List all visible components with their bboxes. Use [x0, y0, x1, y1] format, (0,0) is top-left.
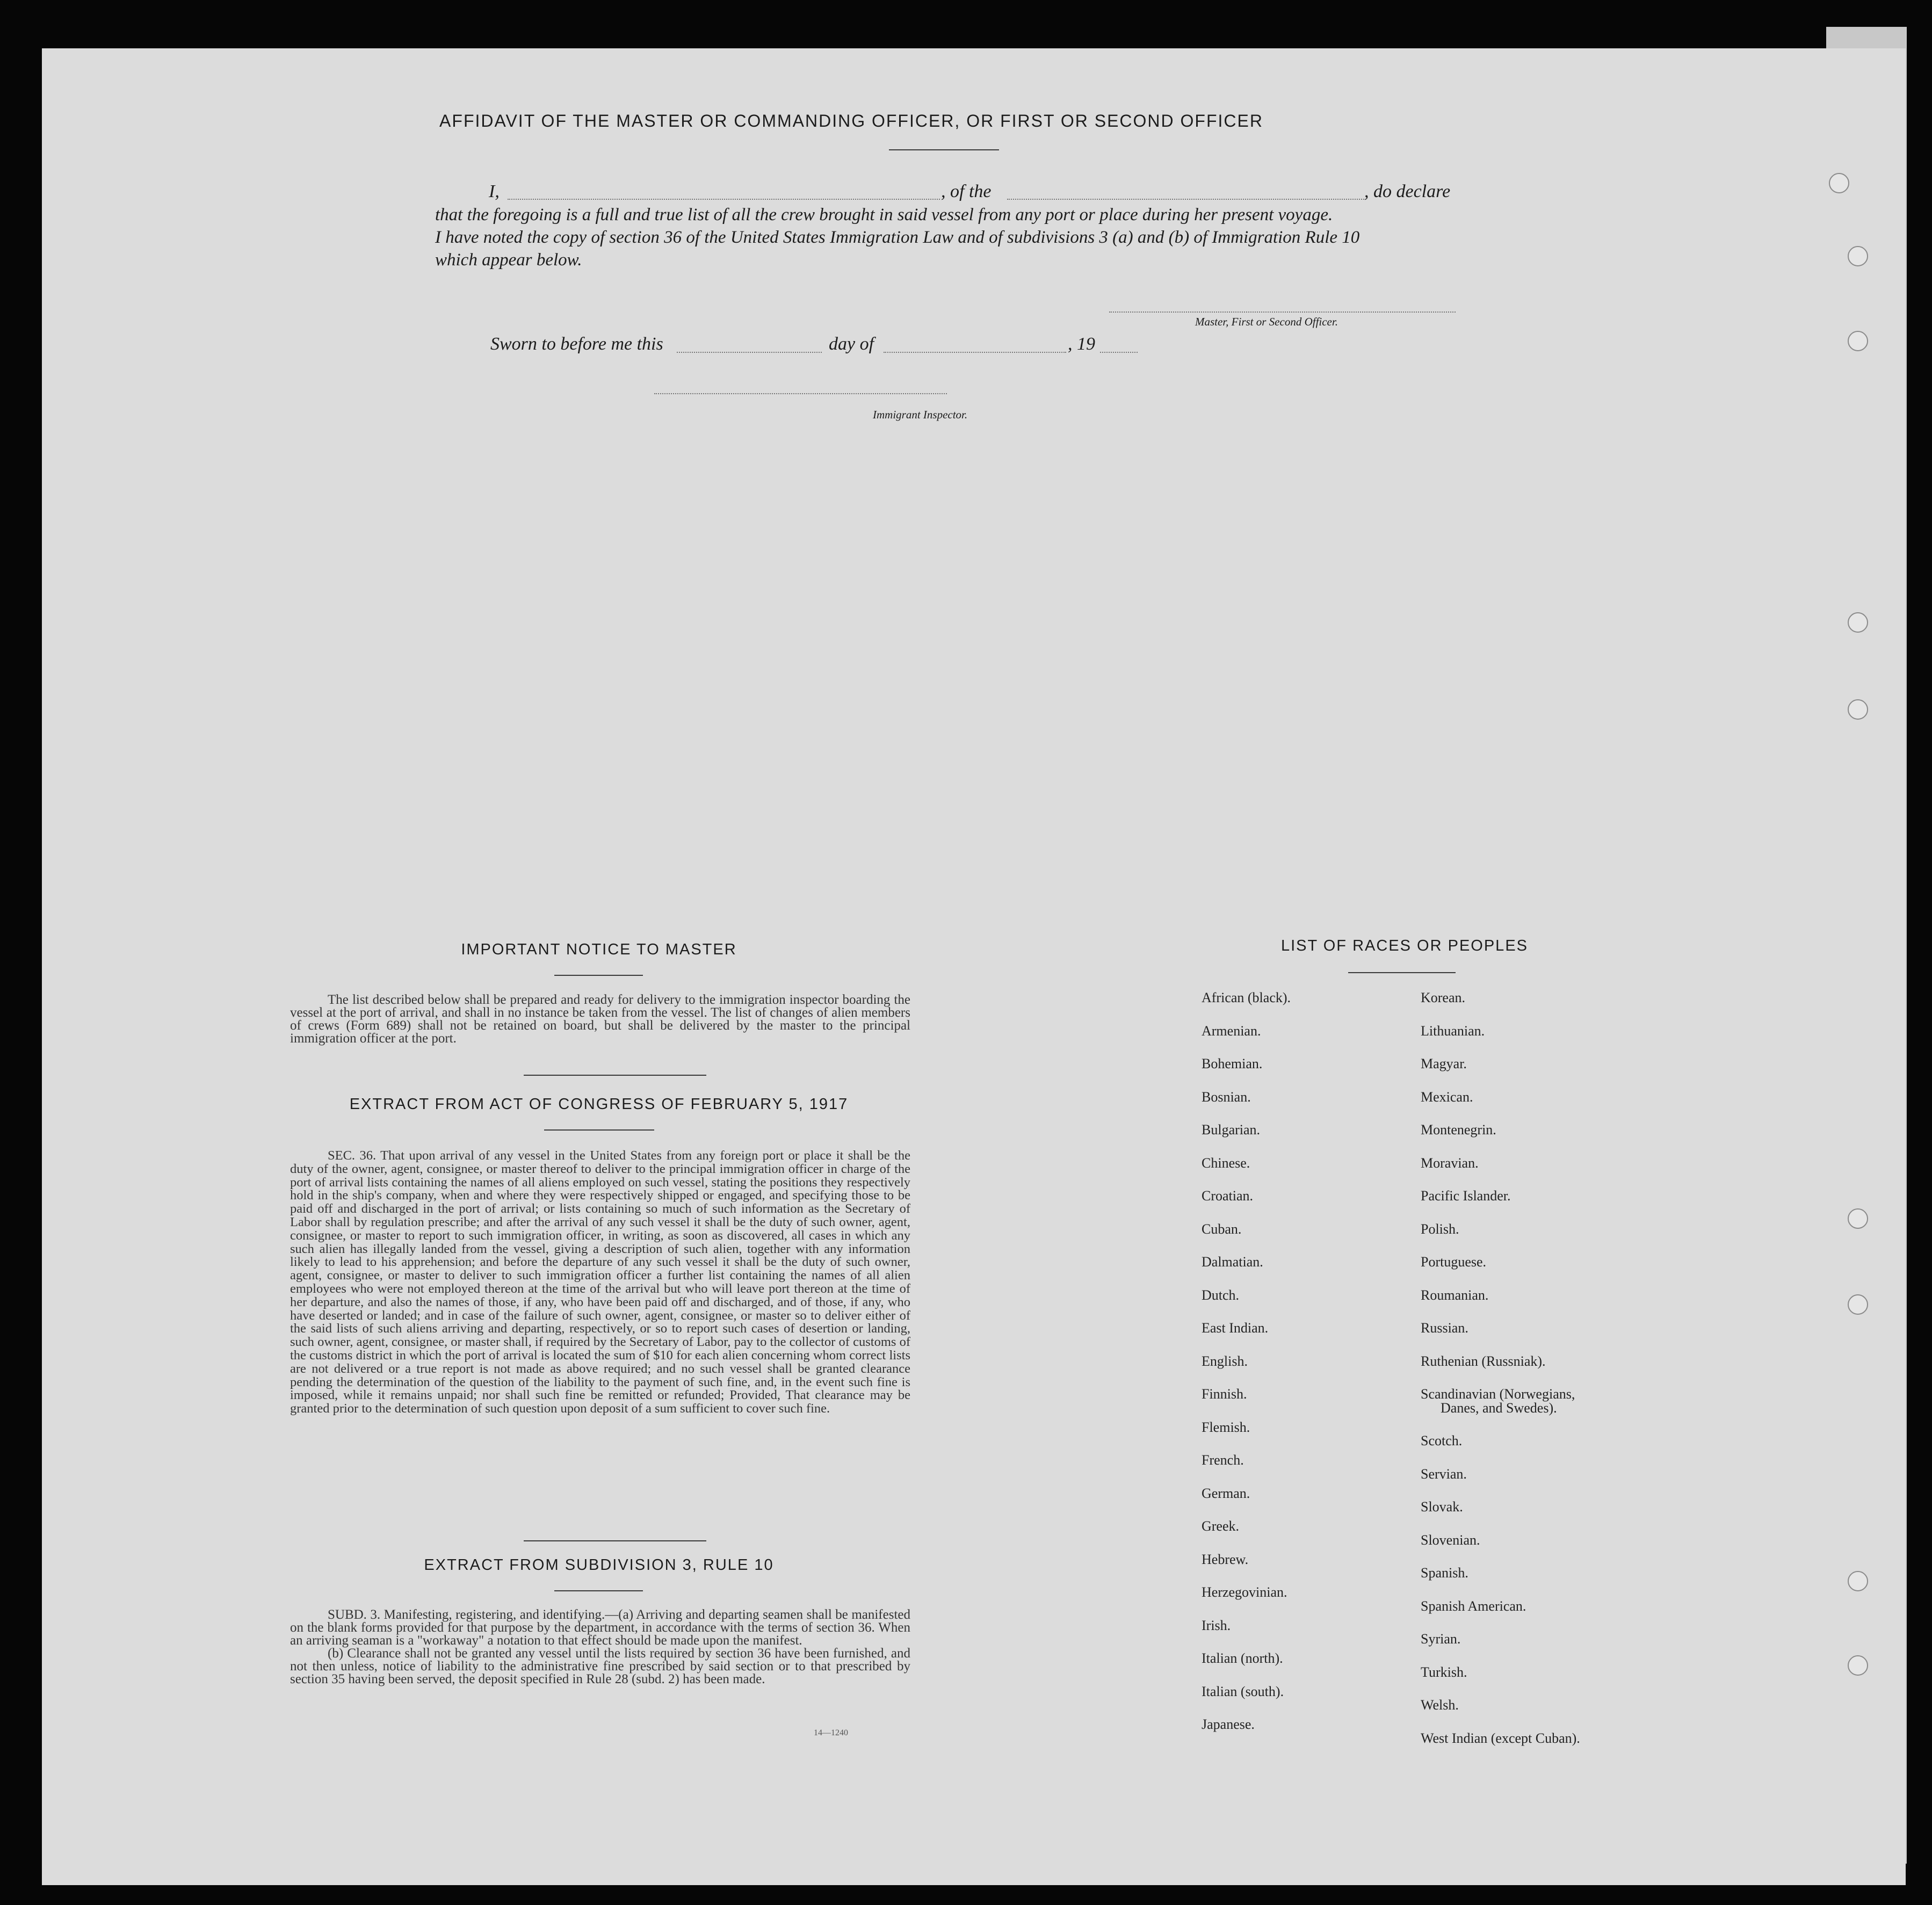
race-item: Cuban. [1202, 1221, 1242, 1237]
race-item: Scandinavian (Norwegians, [1421, 1386, 1575, 1402]
race-item: English. [1202, 1353, 1248, 1369]
race-item: Slovak. [1421, 1499, 1463, 1515]
race-item: Welsh. [1421, 1697, 1459, 1713]
inspector-signature-field[interactable] [654, 393, 947, 394]
divider [889, 149, 999, 150]
race-item: Herzegovinian. [1202, 1584, 1287, 1600]
affidavit-line-3: I have noted the copy of section 36 of the United States Immigration Law and of subdivisions 3 (a) and (b) of Immigration Rule 10 [435, 228, 1360, 247]
races-title: LIST OF RACES OR PEOPLES [1280, 937, 1529, 954]
affidavit-of-the: , of the [941, 182, 992, 201]
day-of-text: day of [829, 334, 874, 354]
rule-paragraph-b: (b) Clearance shall not be granted any vessel until the lists required by section 36 have been furnished, and not then unless, notice of liability to the administrative fine prescribed by said section or to that prescribed by section 35 having been served, the deposit specified in Rule 28 (subd. 2) has been made. [290, 1646, 910, 1686]
notice-title: IMPORTANT NOTICE TO MASTER [461, 941, 737, 958]
binder-hole [1848, 699, 1868, 720]
race-item: French. [1202, 1452, 1244, 1468]
divider [554, 1590, 643, 1591]
race-item: Chinese. [1202, 1155, 1250, 1171]
binder-hole [1848, 1294, 1868, 1315]
notice-paragraph: The list described below shall be prepared and ready for delivery to the immigration inspector boarding the vessel at the port of arrival, and shall in no instance be taken from the vessel. The list of changes of alien members of crews (Form 689) shall not be retained on board, but shall be delivered by the master to the principal immigration officer at the port. [290, 993, 910, 1046]
sworn-year-field[interactable] [1100, 352, 1138, 353]
affidavit-declare: , do declare [1364, 182, 1451, 201]
divider [1348, 972, 1456, 973]
race-item: Dalmatian. [1202, 1254, 1263, 1270]
race-item: Servian. [1421, 1466, 1467, 1482]
race-item: Greek. [1202, 1518, 1240, 1534]
affidavit-line-4: which appear below. [435, 250, 582, 270]
race-item: Irish. [1202, 1617, 1231, 1633]
race-item: Bosnian. [1202, 1089, 1251, 1105]
race-item: Pacific Islander. [1421, 1188, 1511, 1204]
race-item: Slovenian. [1421, 1532, 1480, 1548]
race-item: Hebrew. [1202, 1551, 1249, 1567]
binder-hole [1848, 331, 1868, 351]
binder-hole [1848, 246, 1868, 266]
race-item: Russian. [1421, 1320, 1468, 1336]
race-item: Croatian. [1202, 1188, 1254, 1204]
race-item: Korean. [1421, 990, 1466, 1005]
binder-hole [1848, 612, 1868, 633]
master-label: Master, First or Second Officer. [1195, 315, 1338, 328]
race-item: Bohemian. [1202, 1056, 1263, 1071]
act-extract-text [290, 1149, 910, 1416]
act-extract-title: EXTRACT FROM ACT OF CONGRESS OF FEBRUARY 5, 1917 [349, 1096, 849, 1113]
divider [524, 1540, 706, 1541]
affidavit-i: I, [489, 182, 500, 201]
vessel-field[interactable] [1007, 199, 1364, 200]
race-item: Armenian. [1202, 1023, 1261, 1039]
sworn-text: Sworn to before me this [490, 334, 663, 354]
race-item: Finnish. [1202, 1386, 1247, 1402]
affidavit-title: AFFIDAVIT OF THE MASTER OR COMMANDING OFFICER, OR FIRST OR SECOND OFFICER [439, 111, 1263, 131]
race-item: Magyar. [1421, 1056, 1467, 1071]
race-item: Portuguese. [1421, 1254, 1487, 1270]
divider [524, 1075, 706, 1076]
form-number: 14—1240 [814, 1728, 848, 1737]
act-extract-paragraph: SEC. 36. That upon arrival of any vessel in the United States from any foreign port or place it shall be the duty of the owner, agent, consignee, or master thereof to deliver to the principal immigration officer in charge of the port of arrival lists containing the names of all aliens employed on such vessel, stating the positions they respectively hold in the ship's company, when and where they were respectively shipped or engaged, and specifying those to be paid off and discharged in the port of arrival; or lists containing so much of such information as the Secretary of Labor shall by regulation prescribe; and after the arrival of any such vessel it shall be the duty of such owner, agent, consignee, or master to report to such immigration officer, in writing, as soon as discovered, all cases in which any such alien has illegally landed from the vessel, giving a description of such alien, together with any information likely to lead to his apprehension; and before the departure of any such vessel it shall be the duty of such owner, agent, consignee, or master to deliver to such immigration officer a further list containing the names of all alien employees who were not employed thereon at the time of the arrival but who will leave port thereon at the time of her departure, and also the names of those, if any, who have been paid off and discharged, and of those, if any, who have deserted or landed; and in case of the failure of such owner, agent, consignee, or master so to deliver either of the said lists of such aliens arriving and departing, respectively, or so to report such cases of desertion or landing, such owner, agent, consignee, or master shall, if required by the Secretary of Labor, pay to the collector of customs of the customs district in which the port of arrival is located the sum of $10 for each alien concerning whom correct lists are not delivered or a true report is not made as above required; and no such vessel shall be granted clearance pending the determination of the question of the liability to the payment of such fine, and, in the event such fine is imposed, while it remains unpaid; nor shall such fine be remitted or refunded; Provided, That clearance may be granted prior to the determination of such question upon deposit of a sum sufficient to cover such fine. [290, 1148, 910, 1416]
name-field[interactable] [508, 199, 940, 200]
race-item: Spanish. [1421, 1565, 1468, 1581]
race-item: Flemish. [1202, 1419, 1250, 1435]
race-item: Danes, and Swedes). [1441, 1400, 1557, 1416]
race-item: Bulgarian. [1202, 1122, 1261, 1138]
race-item: Japanese. [1202, 1716, 1255, 1732]
divider [554, 975, 643, 976]
race-item: African (black). [1202, 990, 1291, 1005]
binder-hole [1848, 1571, 1868, 1591]
sworn-day-field[interactable] [677, 352, 822, 353]
race-item: Syrian. [1421, 1631, 1461, 1647]
affidavit-line-2: that the foregoing is a full and true list of all the crew brought in said vessel from any port or place during her present voyage. [435, 205, 1333, 224]
race-item: Montenegrin. [1421, 1122, 1496, 1138]
year-prefix: , 19 [1068, 334, 1095, 354]
inspector-label: Immigrant Inspector. [873, 408, 968, 421]
race-item: Scotch. [1421, 1433, 1463, 1448]
binder-hole [1829, 173, 1849, 193]
race-item: Dutch. [1202, 1287, 1240, 1303]
race-item: East Indian. [1202, 1320, 1269, 1336]
master-signature-field[interactable] [1109, 312, 1456, 313]
rule-extract-title: EXTRACT FROM SUBDIVISION 3, RULE 10 [424, 1556, 774, 1574]
sworn-month-field[interactable] [884, 352, 1066, 353]
race-item: German. [1202, 1485, 1250, 1501]
race-item: Ruthenian (Russniak). [1421, 1353, 1546, 1369]
notice-text [290, 994, 910, 1045]
binder-hole [1848, 1655, 1868, 1676]
rule-paragraph-a: SUBD. 3. Manifesting, registering, and identifying.—(a) Arriving and departing seamen shall be manifested on the blank forms provided for that purpose by the department, in accordance with the terms of section 36. When an arriving seaman is a "workaway" a notation to that effect should be made upon the manifest. [290, 1607, 910, 1648]
race-item: Mexican. [1421, 1089, 1473, 1105]
race-item: Lithuanian. [1421, 1023, 1485, 1039]
race-item: Italian (north). [1202, 1650, 1283, 1666]
race-item: Italian (south). [1202, 1683, 1284, 1699]
race-item: Roumanian. [1421, 1287, 1489, 1303]
race-item: Spanish American. [1421, 1598, 1526, 1614]
race-item: Polish. [1421, 1221, 1459, 1237]
race-item: Moravian. [1421, 1155, 1479, 1171]
rule-extract-text [290, 1609, 910, 1686]
divider [544, 1129, 654, 1131]
race-item: West Indian (except Cuban). [1421, 1730, 1580, 1746]
binder-hole [1848, 1208, 1868, 1229]
race-item: Turkish. [1421, 1664, 1467, 1680]
